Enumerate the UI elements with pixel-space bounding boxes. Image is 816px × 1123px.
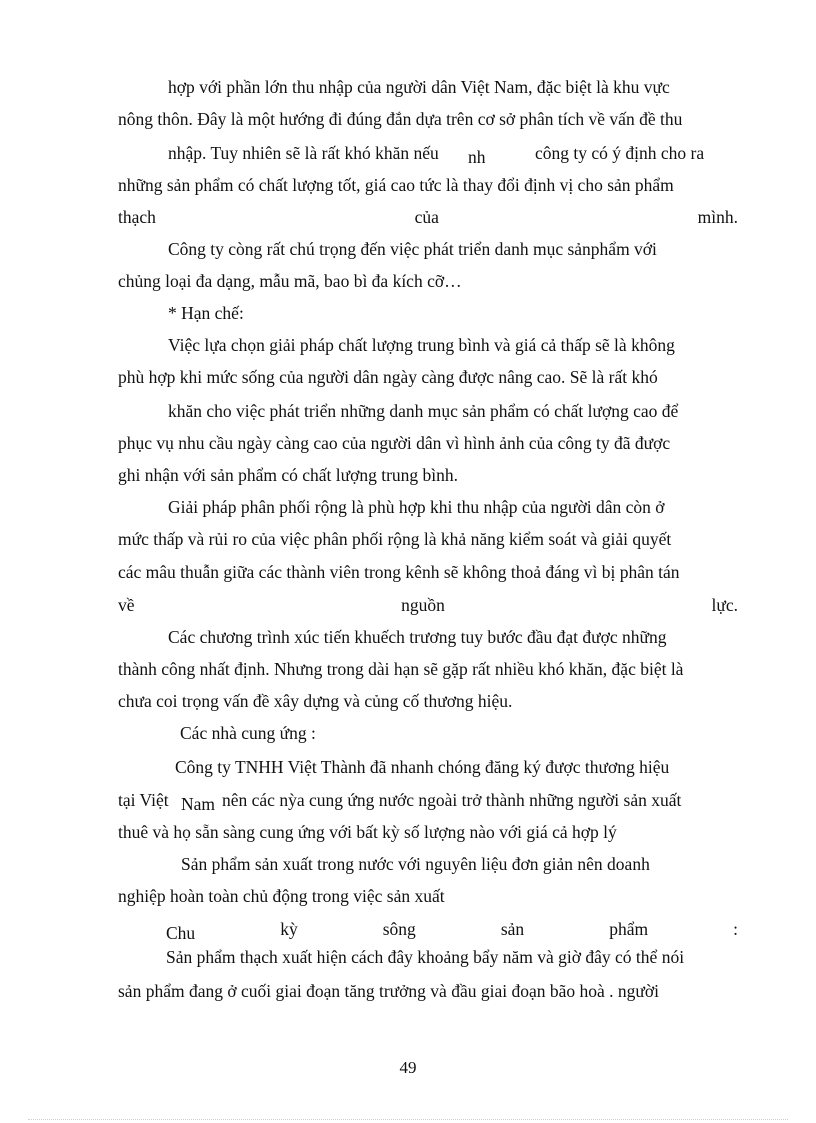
text-line: Giải pháp phân phối rộng là phù hợp khi thu nhập của người dân còn ở [168, 497, 665, 517]
word: Chu [166, 923, 196, 943]
text-line: công ty có ý định cho ra [535, 143, 705, 163]
word: sông [382, 919, 416, 939]
text-line: Các chương trình xúc tiến khuếch trương tuy bước đầu đạt được những [168, 627, 667, 647]
text-line: chủng loại đa dạng, mẫu mã, bao bì đa kích cỡ… [118, 271, 462, 291]
text-line: chưa coi trọng vấn đề xây dựng và củng cố thương hiệu. [118, 691, 513, 711]
text-line: nh [468, 147, 486, 167]
section-heading: * Hạn chế: [168, 303, 244, 323]
text-line: những sản phẩm có chất lượng tốt, giá cao tức là thay đổi định vị cho sản phẩm [118, 175, 674, 195]
text-line: phục vụ nhu cầu ngày càng cao của người dân vì hình ảnh của công ty đã được [118, 433, 671, 453]
text-line: Công ty còng rất chú trọng đến việc phát triển danh mục sảnphẩm với [168, 239, 657, 259]
word: mình. [697, 207, 738, 227]
justified-line [118, 206, 738, 228]
text-line: nhập. Tuy nhiên sẽ là rất khó khăn nếu [168, 143, 439, 163]
word: sản [500, 919, 525, 939]
justified-line [166, 918, 738, 943]
word: kỳ [280, 919, 298, 939]
text-line: hợp với phần lớn thu nhập của người dân Việt Nam, đặc biệt là khu vực [168, 77, 670, 97]
text-line: các mâu thuẫn giữa các thành viên trong kênh sẽ không thoả đáng vì bị phân tán [118, 562, 680, 582]
text-line: nông thôn. Đây là một hướng đi đúng đắn dựa trên cơ sở phân tích về vấn đề thu [118, 109, 683, 129]
word: lực. [711, 595, 738, 615]
text-line: Công ty TNHH Việt Thành đã nhanh chóng đăng ký được thương hiệu [175, 757, 670, 777]
text-line: khăn cho việc phát triển những danh mục sản phẩm có chất lượng cao để [168, 401, 679, 421]
text-line: nghiệp hoàn toàn chủ động trong việc sản xuất [118, 886, 445, 906]
text-line: phù hợp khi mức sống của người dân ngày càng được nâng cao. Sẽ là rất khó [118, 367, 658, 387]
text-line: Sản phẩm thạch xuất hiện cách đây khoảng bẩy năm và giờ đây có thể nói [166, 947, 685, 967]
text-line: thành công nhất định. Nhưng trong dài hạn sẽ gặp rất nhiều khó khăn, đặc biệt là [118, 659, 684, 679]
word: : [733, 919, 738, 939]
word: nguồn [401, 595, 445, 615]
page-number: 49 [399, 1058, 417, 1077]
text-line: mức thấp và rủi ro của việc phân phối rộng là khả năng kiểm soát và giải quyết [118, 529, 672, 549]
text-line: tại Việt [118, 790, 169, 810]
word: phẩm [609, 919, 649, 939]
justified-line [118, 594, 738, 616]
word: về [118, 595, 135, 615]
section-heading: Các nhà cung ứng : [180, 723, 316, 743]
text-line: Sản phẩm sản xuất trong nước với nguyên liệu đơn giản nên doanh [181, 854, 650, 874]
page-bottom-border [28, 1119, 788, 1120]
text-line: thuê và họ sẵn sàng cung ứng với bất kỳ số lượng nào với giá cả hợp lý [118, 822, 617, 842]
word: thạch [118, 207, 156, 227]
text-line: ghi nhận với sản phẩm có chất lượng trung bình. [118, 465, 459, 485]
text-line: Nam [181, 794, 216, 814]
text-line: nên các nỳa cung ứng nước ngoài trở thành những người sản xuất [222, 790, 682, 810]
text-line: Việc lựa chọn giải pháp chất lượng trung bình và giá cả thấp sẽ là không [168, 335, 675, 355]
text-line: sản phẩm đang ở cuối giai đoạn tăng trưởng và đầu giai đoạn bão hoà . người [118, 981, 659, 1001]
word: của [414, 207, 439, 227]
